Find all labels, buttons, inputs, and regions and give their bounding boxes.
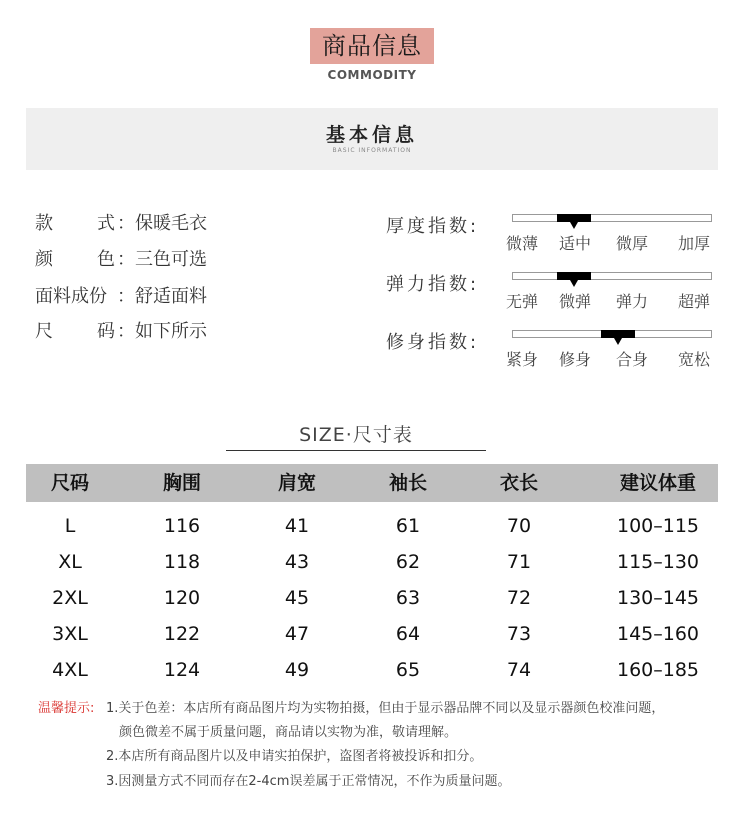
attribute-colon: ： <box>117 286 135 307</box>
table-cell: 47 <box>284 623 310 645</box>
note-line: 2.本店所有商品图片以及申请实拍保护，盗图者将被投诉和扣分。 <box>106 749 483 764</box>
index-pointer-icon <box>614 338 622 345</box>
table-header-cell: 肩宽 <box>277 472 317 494</box>
attribute-label: 尺码 <box>35 321 115 342</box>
index-option: 无弹 <box>505 292 539 311</box>
index-option: 超弹 <box>677 292 711 311</box>
table-cell: L <box>64 515 76 537</box>
table-cell: 2XL <box>52 587 88 609</box>
attribute-colon: ： <box>117 321 135 342</box>
table-cell: 3XL <box>52 623 88 645</box>
note-line: 1.关于色差：本店所有商品图片均为实物拍摄，但由于显示器品牌不同以及显示器颜色校准问题， <box>106 701 665 716</box>
table-cell: 122 <box>163 623 201 645</box>
table-cell: 116 <box>163 515 201 537</box>
table-cell: 71 <box>506 551 532 573</box>
index-option: 修身 <box>558 350 592 369</box>
table-cell: 64 <box>395 623 421 645</box>
size-chart-divider <box>226 450 486 451</box>
index-option: 微厚 <box>615 234 649 253</box>
index-label: 厚度指数: <box>386 216 480 237</box>
attribute-value: 舒适面料 <box>135 286 207 307</box>
note-line: 3.因测量方式不同而存在2-4cm误差属于正常情况，不作为质量问题。 <box>106 774 511 789</box>
table-header-cell: 袖长 <box>388 472 428 494</box>
table-cell: 118 <box>163 551 201 573</box>
table-cell: 120 <box>163 587 201 609</box>
attribute-value: 如下所示 <box>135 321 207 342</box>
index-label: 弹力指数: <box>386 274 480 295</box>
table-cell: 74 <box>506 659 532 681</box>
index-option: 弹力 <box>615 292 649 311</box>
table-cell: 41 <box>284 515 310 537</box>
table-cell: 124 <box>163 659 201 681</box>
attribute-label: 颜色 <box>35 249 115 270</box>
index-option: 适中 <box>558 234 592 253</box>
table-header-cell: 建议体重 <box>619 472 697 494</box>
attribute-label: 款式 <box>35 213 115 234</box>
note-line: 颜色微差不属于质量问题，商品请以实物为准，敬请理解。 <box>119 725 458 740</box>
page-title: 商品信息 <box>310 28 434 64</box>
table-cell: 100–115 <box>616 515 700 537</box>
attribute-label: 面料成份 <box>35 286 107 307</box>
page-subtitle: COMMODITY <box>327 68 417 82</box>
index-bar <box>512 214 712 222</box>
table-cell: 145–160 <box>616 623 700 645</box>
index-pointer-icon <box>570 280 578 287</box>
index-pointer-icon <box>570 222 578 229</box>
index-bar-fill <box>557 214 591 222</box>
attribute-value: 保暖毛衣 <box>135 213 207 234</box>
index-label: 修身指数: <box>386 332 480 353</box>
table-cell: 65 <box>395 659 421 681</box>
table-cell: 4XL <box>52 659 88 681</box>
table-cell: 61 <box>395 515 421 537</box>
index-option: 宽松 <box>677 350 711 369</box>
index-option: 合身 <box>615 350 649 369</box>
attribute-colon: ： <box>117 249 135 270</box>
notes-label: 温馨提示: <box>38 701 95 716</box>
table-cell: 49 <box>284 659 310 681</box>
index-option: 加厚 <box>677 234 711 253</box>
table-cell: 70 <box>506 515 532 537</box>
table-cell: 45 <box>284 587 310 609</box>
basic-info-subtitle: BASIC INFORMATION <box>332 147 412 154</box>
index-bar-fill <box>557 272 591 280</box>
size-table-header <box>26 464 718 502</box>
attribute-colon: ： <box>117 213 135 234</box>
table-cell: 43 <box>284 551 310 573</box>
index-option: 微弹 <box>558 292 592 311</box>
index-bar <box>512 330 712 338</box>
table-cell: 160–185 <box>616 659 700 681</box>
index-option: 微薄 <box>505 234 539 253</box>
index-option: 紧身 <box>505 350 539 369</box>
basic-info-banner <box>26 108 718 170</box>
table-header-cell: 尺码 <box>50 472 90 494</box>
size-chart-title: SIZE·尺寸表 <box>299 424 413 446</box>
table-cell: 72 <box>506 587 532 609</box>
table-header-cell: 衣长 <box>499 472 539 494</box>
table-cell: XL <box>58 551 82 573</box>
table-cell: 62 <box>395 551 421 573</box>
table-cell: 73 <box>506 623 532 645</box>
index-bar <box>512 272 712 280</box>
attribute-value: 三色可选 <box>135 249 207 270</box>
index-bar-fill <box>601 330 635 338</box>
table-header-cell: 胸围 <box>162 472 202 494</box>
basic-info-title: 基本信息 <box>325 124 418 146</box>
table-cell: 63 <box>395 587 421 609</box>
table-cell: 130–145 <box>616 587 700 609</box>
table-cell: 115–130 <box>616 551 700 573</box>
